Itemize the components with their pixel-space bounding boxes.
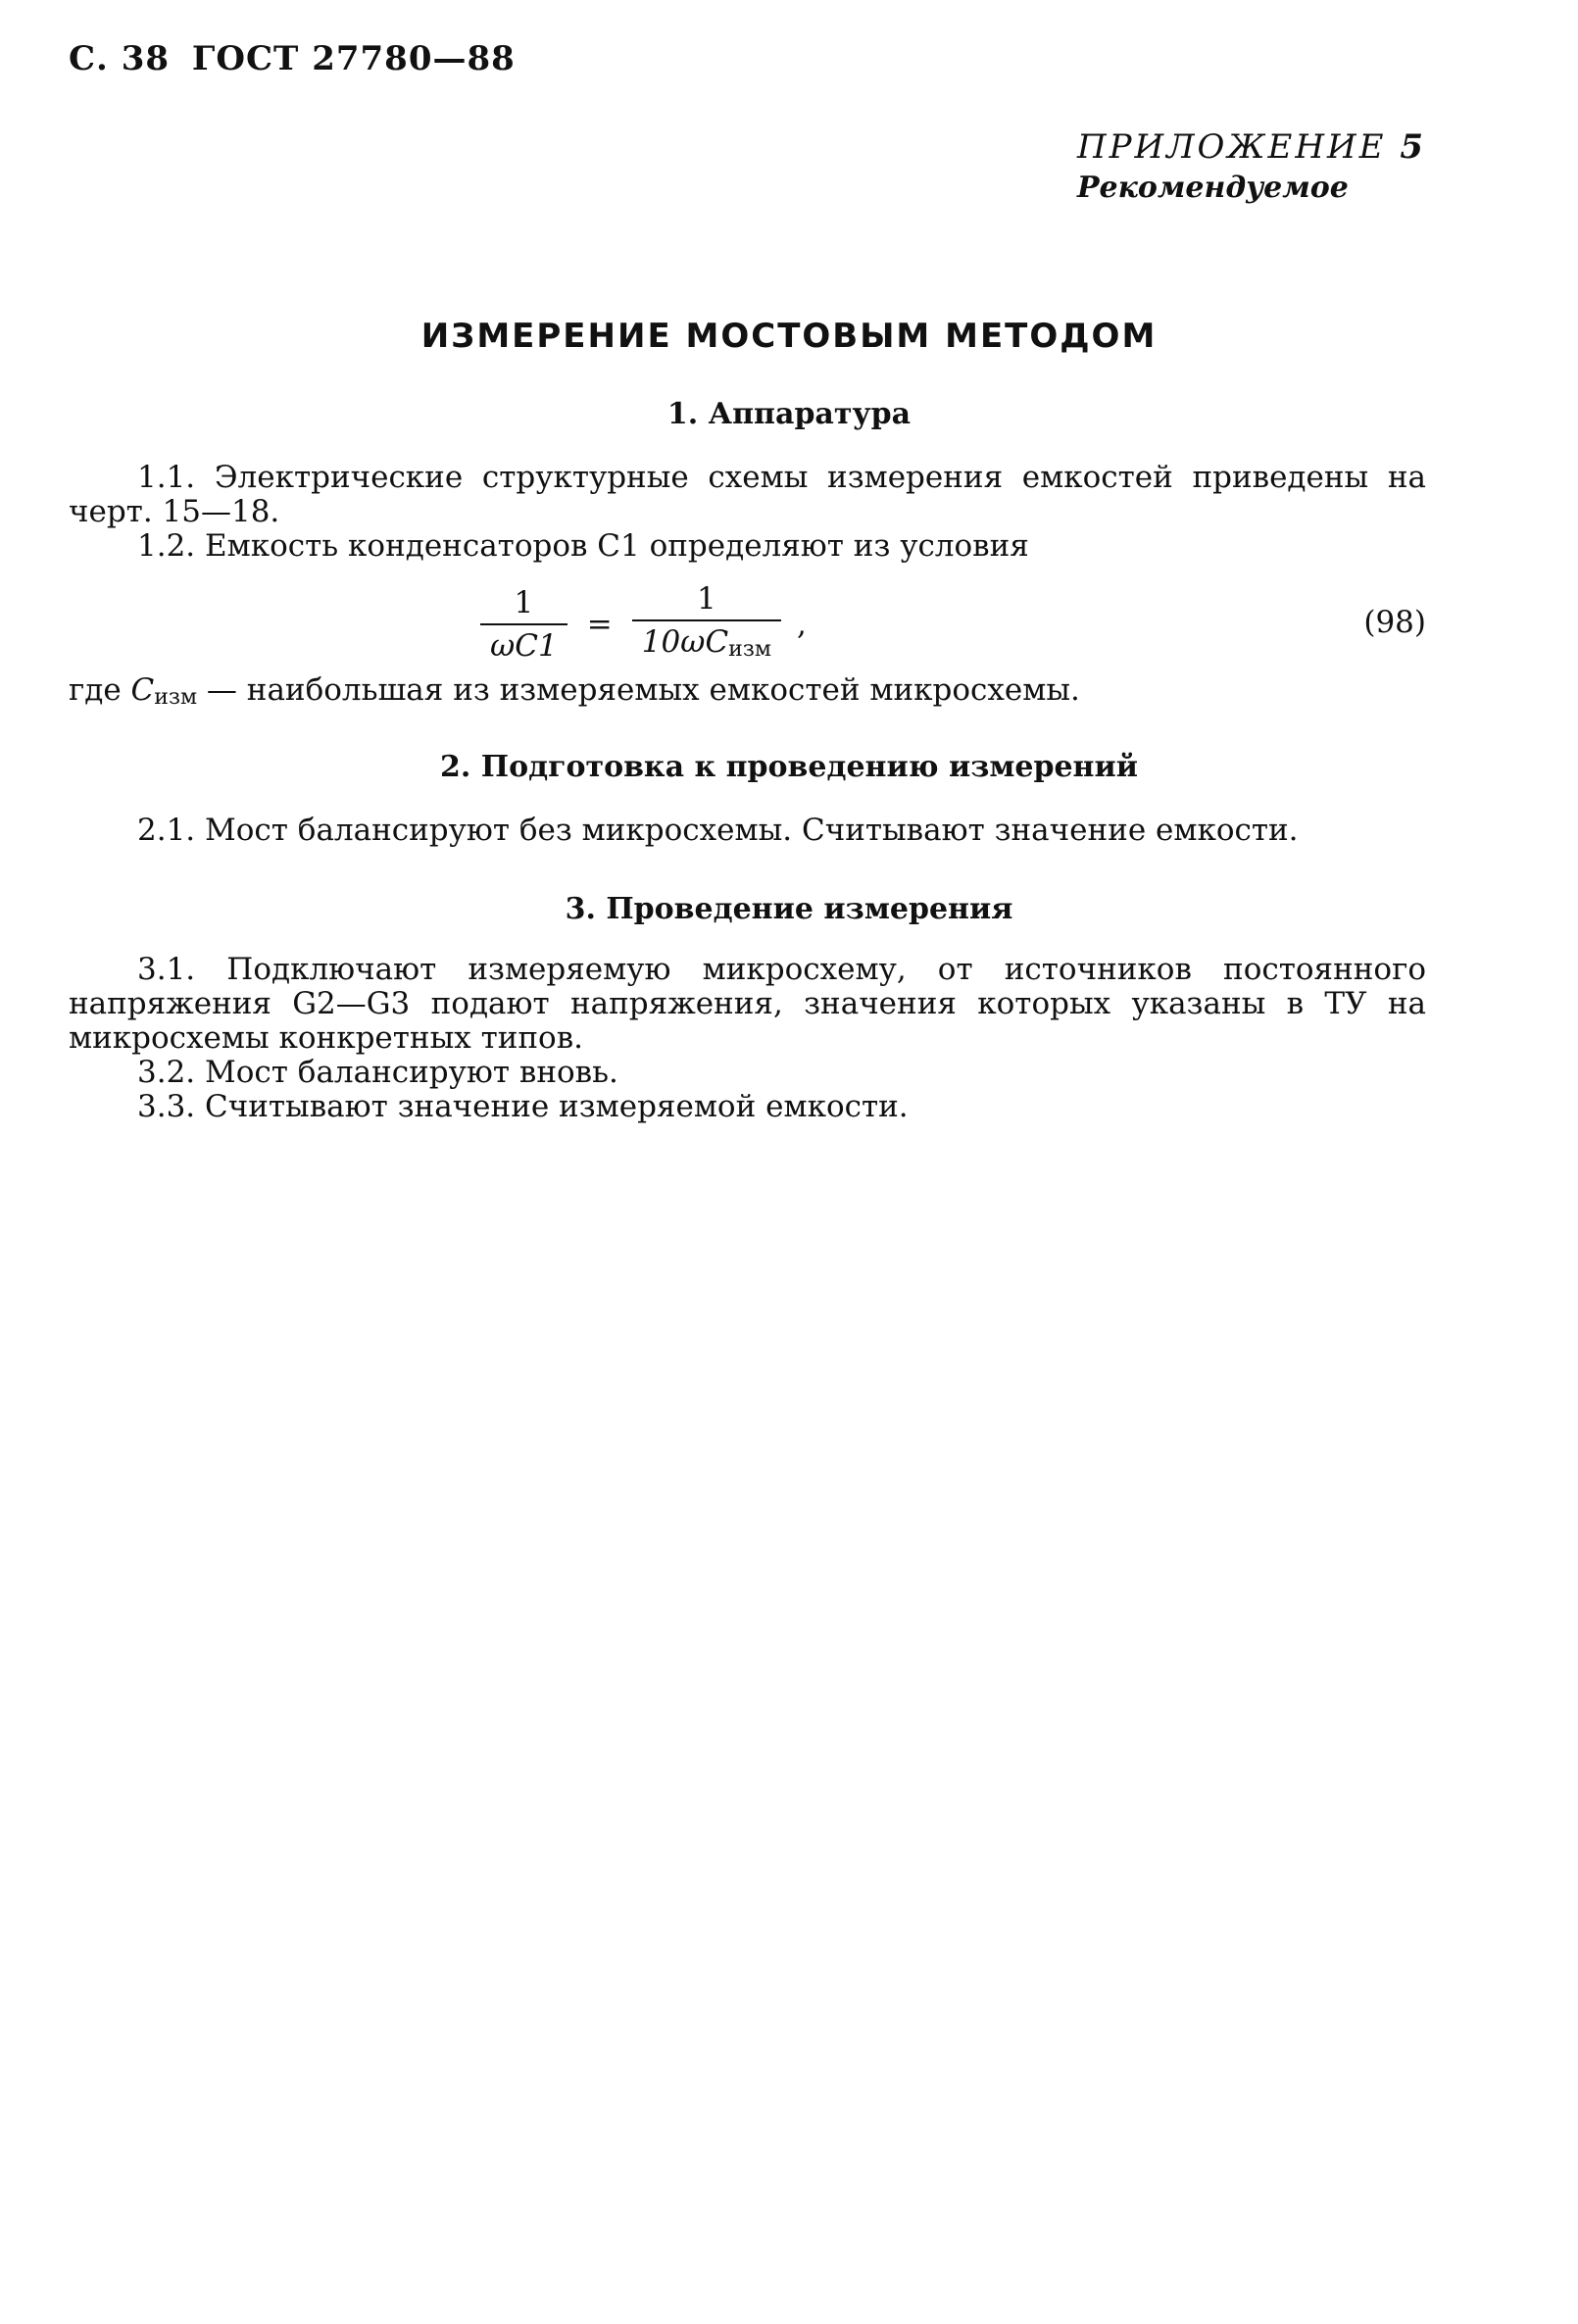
section-2-heading: 2. Подготовка к проведению измерений [439,750,1139,784]
where-lead: где [69,672,122,708]
formula-right-denominator: 10ωCизм [641,624,771,662]
formula-right-numerator: 1 [696,581,716,617]
paragraph-3-3: 3.3. Считывают значение измеряемой емкости. [137,1089,909,1124]
document-title: ИЗМЕРЕНИЕ МОСТОВЫМ МЕТОДОМ [420,317,1158,356]
formula-left-numerator: 1 [514,585,534,620]
section-1-heading: 1. Аппаратура [666,397,912,431]
formula-left-denominator: ωC1 [490,628,558,664]
formula-98 [480,580,807,668]
formula-number: (98) [1363,605,1426,640]
formula-comma: , [796,607,807,642]
annex-number: 5 [1400,127,1426,167]
where-clause [69,672,1080,710]
annex-status: Рекомендуемое [1076,171,1349,205]
annex-block [1077,127,1426,205]
paragraph-2-1: 2.1. Мост балансируют без микросхемы. Считывают значение емкости. [137,813,1299,848]
annex-title-text: ПРИЛОЖЕНИЕ [1076,127,1387,167]
formula-equals: = [586,607,613,642]
annex-title [1077,127,1426,167]
paragraph-1-2 [69,529,1426,564]
paragraph-1-1: 1.1. Электрические структурные схемы измерения емкостей приведены на черт. 15—18. [69,460,1426,529]
standard-code: ГОСТ 27780—88 [191,39,516,78]
paragraph-3-2: 3.2. Мост балансируют вновь. [137,1055,618,1090]
formula-right-fraction [632,582,781,667]
where-symbol: C [130,672,155,708]
page-number: С. 38 [69,39,171,78]
paragraph-1-2-text: 1.2. Емкость конденсаторов С1 определяют из условия [137,528,1029,564]
where-symbol-sub: изм [154,685,198,710]
formula-left-fraction [480,586,567,663]
section-3-heading: 3. Проведение измерения [565,892,1013,926]
page-header [69,39,516,78]
paragraph-3-1: 3.1. Подключают измеряемую микросхему, от источников постоянного напряжения G2—G3 подают напряжения, значения которых указаны в ТУ на микросхемы конкретных типов. [69,952,1426,1056]
where-text: — наибольшая из измеряемых емкостей микросхемы. [206,672,1080,708]
